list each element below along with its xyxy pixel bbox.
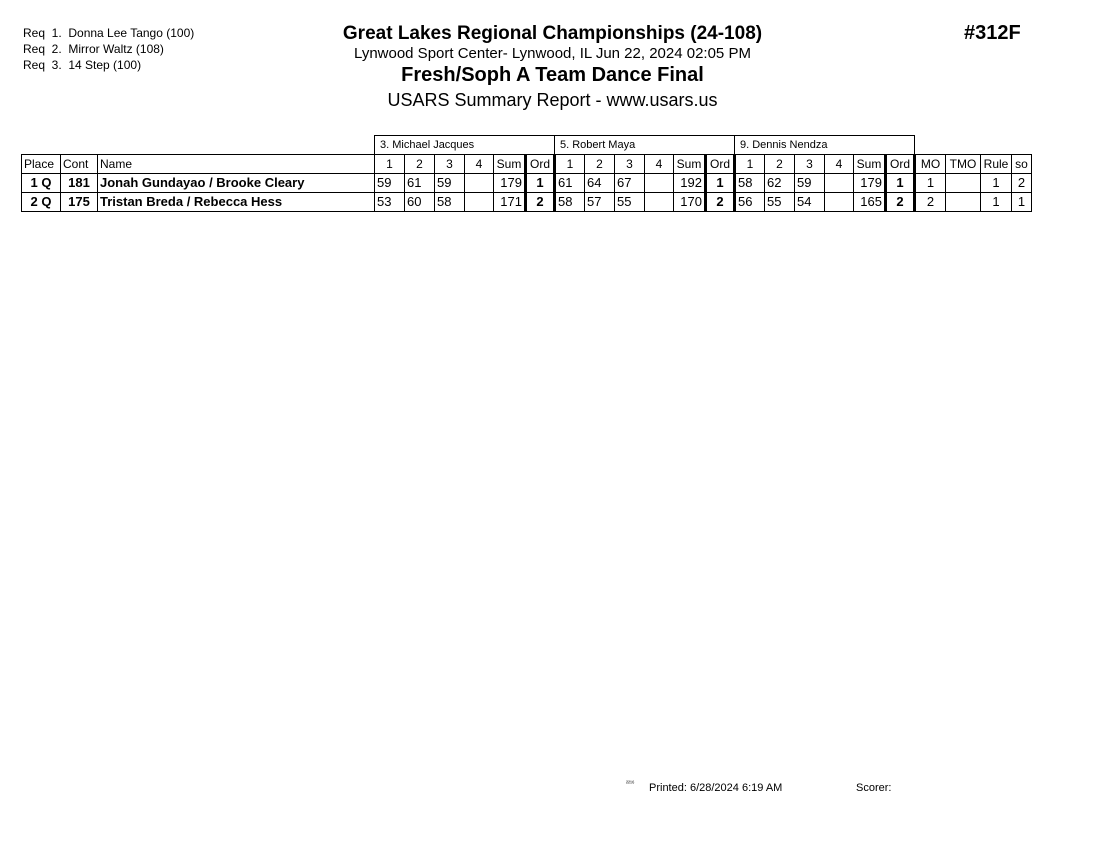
col-j1-ord: Ord — [526, 155, 555, 174]
col-rule: Rule — [981, 155, 1012, 174]
score-cell — [645, 193, 674, 212]
score-cell — [825, 174, 854, 193]
judge-2-name: 5. Robert Maya — [555, 136, 735, 155]
name-cell: Tristan Breda / Rebecca Hess — [98, 193, 375, 212]
score-cell: 62 — [765, 174, 795, 193]
col-mo: MO — [915, 155, 946, 174]
competition-title: Great Lakes Regional Championships (24-108) — [342, 23, 763, 44]
rule-cell: 1 — [981, 193, 1012, 212]
col-j3-ord: Ord — [886, 155, 915, 174]
score-cell: 59 — [435, 174, 465, 193]
col-j1-sum: Sum — [494, 155, 526, 174]
sum-cell: 165 — [854, 193, 886, 212]
so-cell: 1 — [1012, 193, 1032, 212]
col-j3-1: 1 — [735, 155, 765, 174]
place-cell: 1 Q — [22, 174, 61, 193]
score-cell: 55 — [765, 193, 795, 212]
footer-note: ²²¹⁶ — [626, 781, 635, 787]
score-cell: 60 — [405, 193, 435, 212]
name-cell: Jonah Gundayao / Brooke Cleary — [98, 174, 375, 193]
score-cell — [465, 174, 494, 193]
score-cell: 57 — [585, 193, 615, 212]
col-j3-3: 3 — [795, 155, 825, 174]
printed-timestamp: Printed: 6/28/2024 6:19 AM — [649, 782, 783, 794]
col-j2-4: 4 — [645, 155, 674, 174]
judge-1-name: 3. Michael Jacques — [375, 136, 555, 155]
col-cont: Cont — [61, 155, 98, 174]
so-cell: 2 — [1012, 174, 1032, 193]
score-cell: 61 — [555, 174, 585, 193]
table-row — [22, 174, 1032, 193]
col-j1-3: 3 — [435, 155, 465, 174]
scorer-label: Scorer: — [856, 782, 892, 794]
col-j3-sum: Sum — [854, 155, 886, 174]
sum-cell: 179 — [854, 174, 886, 193]
score-cell: 64 — [585, 174, 615, 193]
tmo-cell — [946, 174, 981, 193]
ord-cell: 2 — [526, 193, 555, 212]
col-j2-2: 2 — [585, 155, 615, 174]
rule-cell: 1 — [981, 174, 1012, 193]
table-row — [22, 193, 1032, 212]
score-cell: 58 — [735, 174, 765, 193]
col-j1-1: 1 — [375, 155, 405, 174]
score-cell: 58 — [435, 193, 465, 212]
ord-cell: 2 — [706, 193, 735, 212]
score-cell: 56 — [735, 193, 765, 212]
ord-cell: 1 — [886, 174, 915, 193]
score-cell: 55 — [615, 193, 645, 212]
report-title: USARS Summary Report - www.usars.us — [387, 90, 718, 110]
score-cell: 53 — [375, 193, 405, 212]
col-j3-2: 2 — [765, 155, 795, 174]
col-name: Name — [98, 155, 375, 174]
ord-cell: 1 — [526, 174, 555, 193]
requirement-2: Req 2. Mirror Waltz (108) — [23, 42, 164, 56]
requirement-3: Req 3. 14 Step (100) — [23, 58, 142, 72]
event-title: Fresh/Soph A Team Dance Final — [401, 64, 704, 86]
col-place: Place — [22, 155, 61, 174]
sum-cell: 171 — [494, 193, 526, 212]
col-j1-4: 4 — [465, 155, 494, 174]
col-tmo: TMO — [946, 155, 981, 174]
mo-cell: 1 — [915, 174, 946, 193]
col-j1-2: 2 — [405, 155, 435, 174]
judge-3-name: 9. Dennis Nendza — [735, 136, 915, 155]
score-cell: 61 — [405, 174, 435, 193]
score-cell — [825, 193, 854, 212]
score-cell — [465, 193, 494, 212]
event-number: #312F — [964, 22, 1021, 44]
requirements-list — [23, 25, 194, 73]
score-cell: 59 — [375, 174, 405, 193]
score-cell: 58 — [555, 193, 585, 212]
requirement-1: Req 1. Donna Lee Tango (100) — [23, 26, 195, 40]
col-j2-ord: Ord — [706, 155, 735, 174]
col-j2-sum: Sum — [674, 155, 706, 174]
sum-cell: 170 — [674, 193, 706, 212]
col-so: so — [1012, 155, 1032, 174]
column-header-row — [22, 155, 1032, 174]
cont-cell: 175 — [61, 193, 98, 212]
sum-cell: 179 — [494, 174, 526, 193]
col-j3-4: 4 — [825, 155, 854, 174]
ord-cell: 1 — [706, 174, 735, 193]
score-cell: 54 — [795, 193, 825, 212]
results-table — [21, 135, 1032, 212]
ord-cell: 2 — [886, 193, 915, 212]
place-cell: 2 Q — [22, 193, 61, 212]
judge-header-row — [22, 136, 1032, 155]
score-cell — [645, 174, 674, 193]
col-j2-1: 1 — [555, 155, 585, 174]
score-cell: 59 — [795, 174, 825, 193]
score-cell: 67 — [615, 174, 645, 193]
tmo-cell — [946, 193, 981, 212]
sum-cell: 192 — [674, 174, 706, 193]
venue-line: Lynwood Sport Center- Lynwood, IL Jun 22, 2024 02:05 PM — [354, 45, 751, 62]
mo-cell: 2 — [915, 193, 946, 212]
cont-cell: 181 — [61, 174, 98, 193]
col-j2-3: 3 — [615, 155, 645, 174]
